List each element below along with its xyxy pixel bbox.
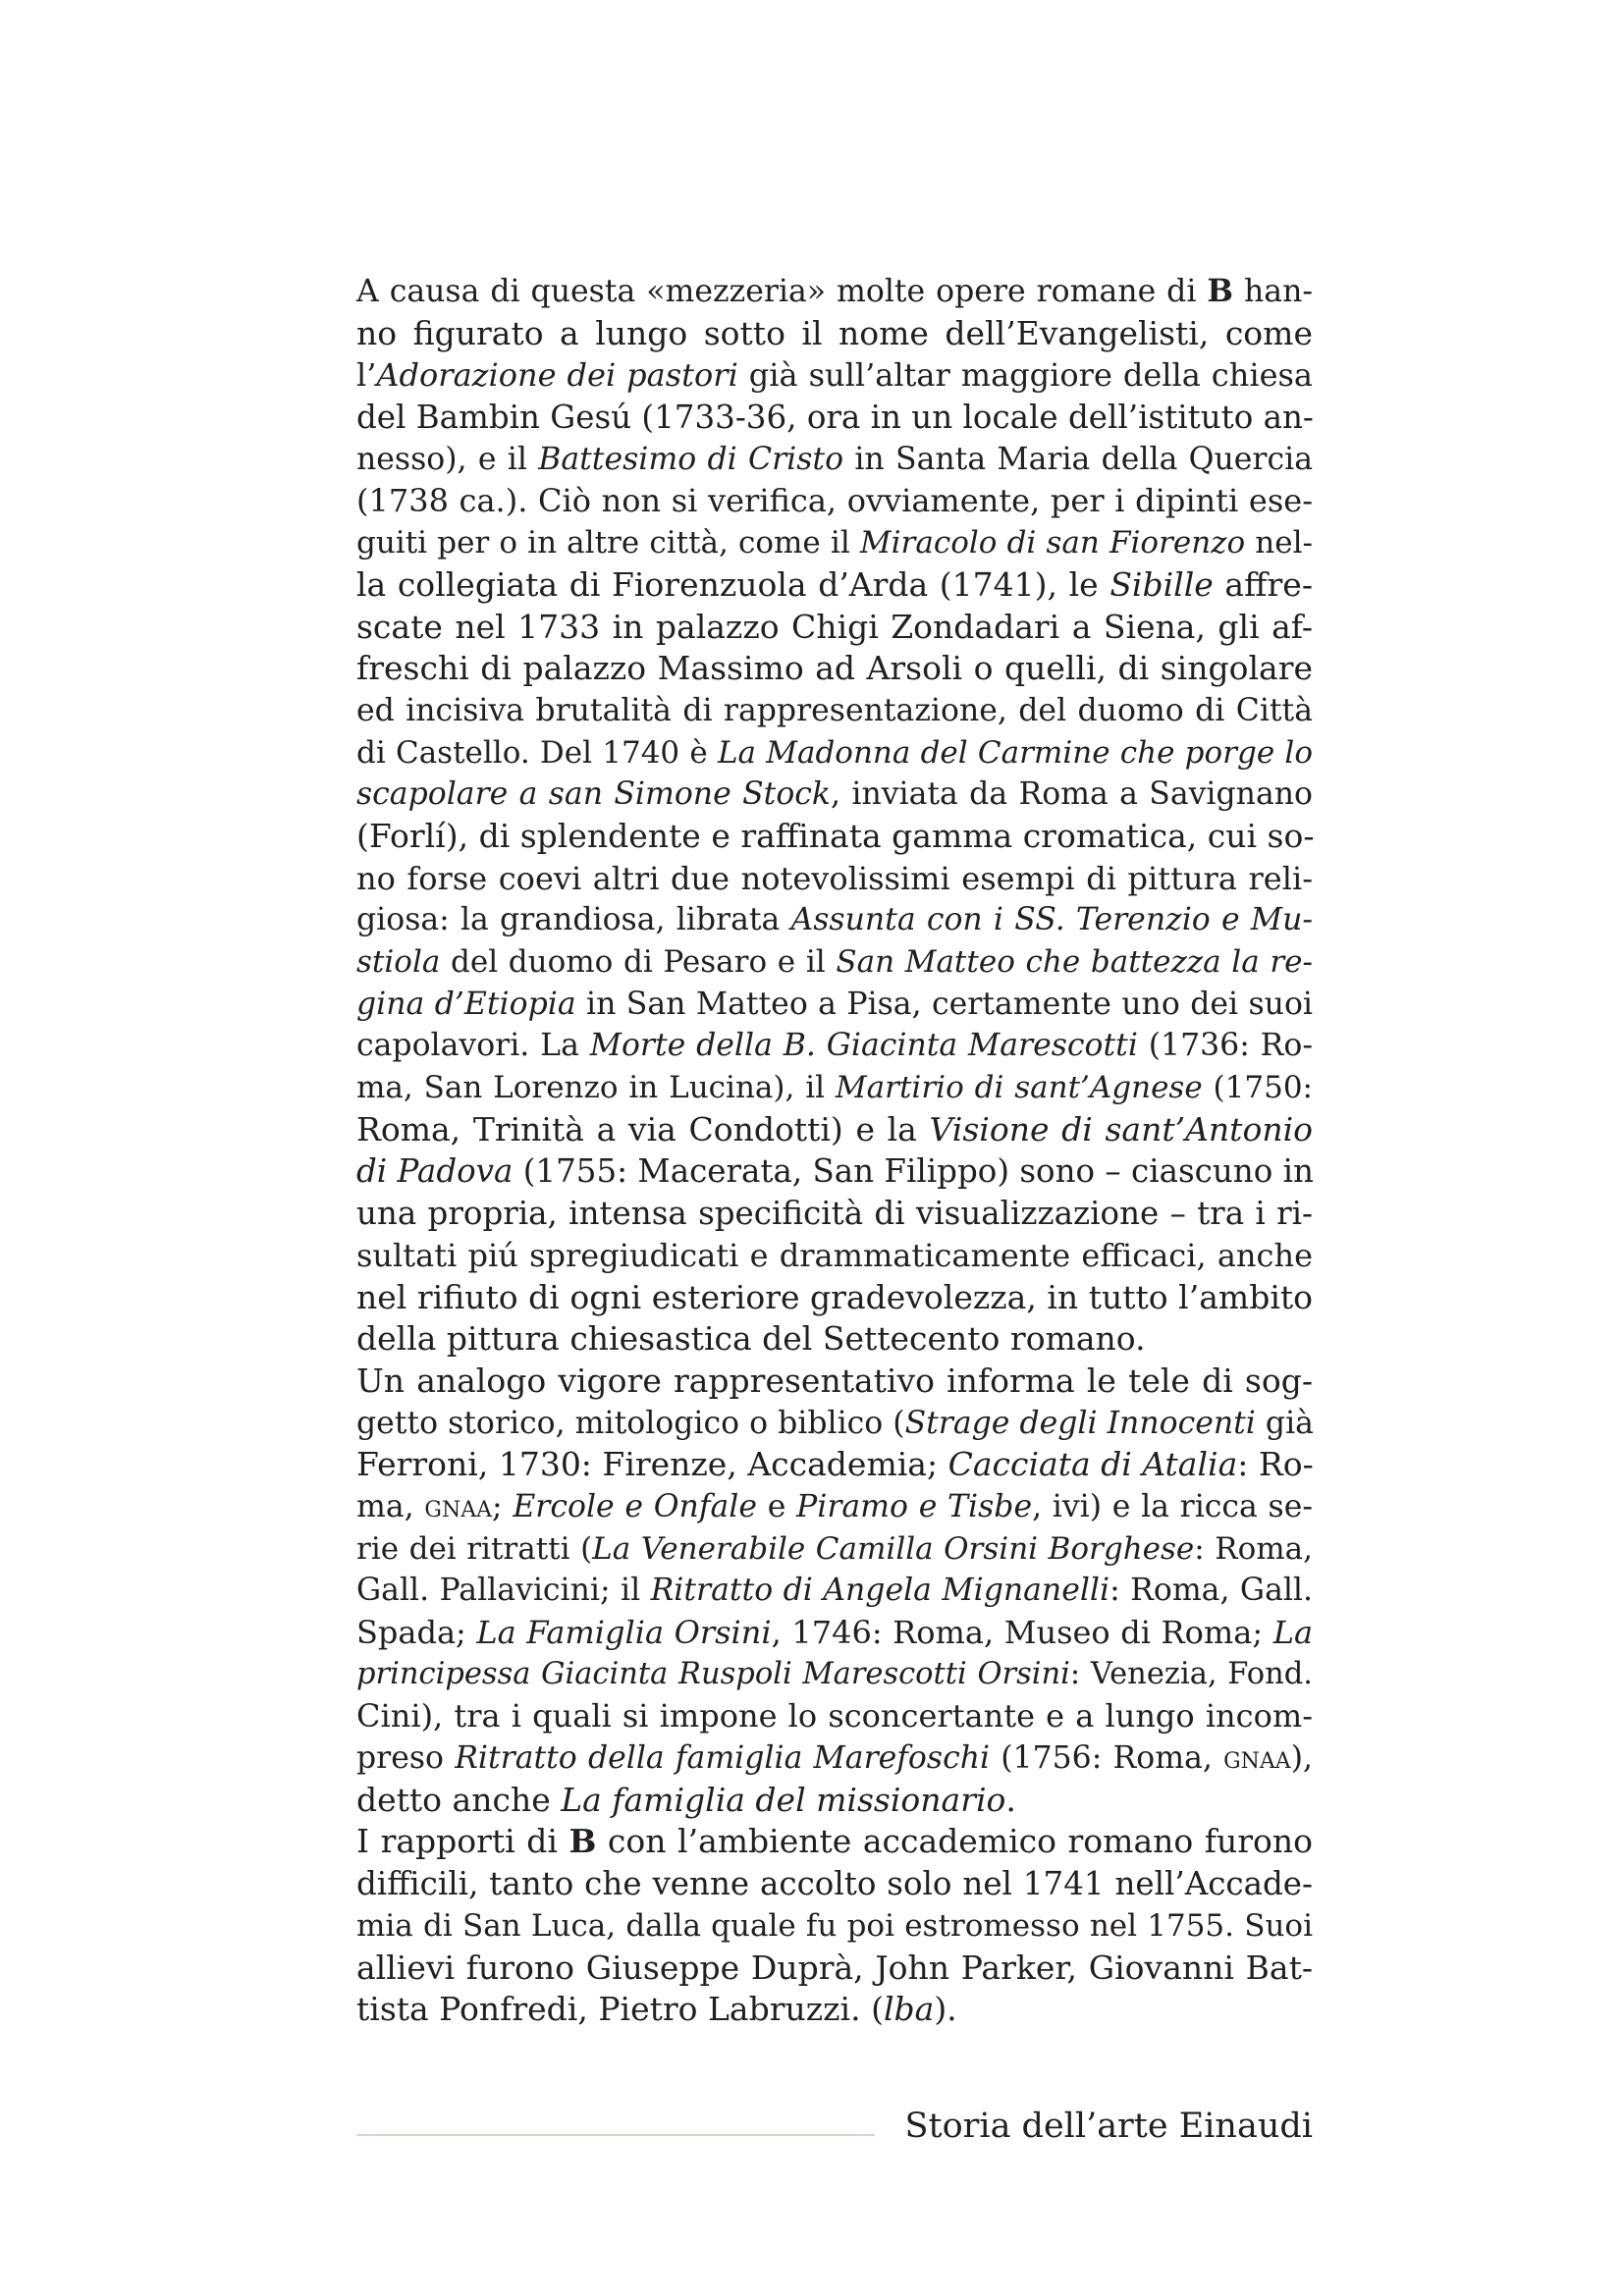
text-line: giosa: la grandiosa, librata Assunta con i SS. Terenzio e Mu-: [356, 902, 1313, 938]
text-line: rie dei ritratti (La Venerabile Camilla Orsini Borghese: Roma,: [356, 1530, 1313, 1567]
text-line: scate nel 1733 in palazzo Chigi Zondadari a Siena, gli af-: [356, 607, 1313, 646]
text-line: tista Ponfredi, Pietro Labruzzi. (lba).: [356, 1990, 957, 2029]
text-line: Gall. Pallavicini; il Ritratto di Angela Mignanelli: Roma, Gall.: [356, 1573, 1314, 1609]
artwork-title: Adorazione dei pastori: [376, 356, 738, 395]
text-line: freschi di palazzo Massimo ad Arsoli o quelli, di singolare: [356, 649, 1313, 688]
text-line: ma, San Lorenzo in Lucina), il Martirio di sant’Agnese (1750:: [356, 1070, 1313, 1106]
text-line: scapolare a san Simone Stock, inviata da Roma a Savignano: [356, 776, 1313, 813]
artwork-title: La: [1272, 1614, 1314, 1651]
author-initials: lba: [883, 1990, 935, 2029]
text-line: di Padova (1755: Macerata, San Filippo) sono – ciascuno in: [356, 1152, 1314, 1191]
artwork-title: Ritratto di Angela Mignanelli: [650, 1573, 1110, 1609]
text-line: ed incisiva brutalità di rappresentazione, del duomo di Città: [356, 692, 1313, 728]
text-line: guiti per o in altre città, come il Miracolo di san Fiorenzo nel-: [356, 525, 1314, 561]
artwork-title: San Matteo che battezza la re-: [836, 944, 1314, 980]
artwork-title: di Padova: [356, 1152, 514, 1191]
text-line: difficili, tanto che venne accolto solo nel 1741 nell’Accade-: [356, 1865, 1313, 1903]
artwork-title: Assunta con i SS. Terenzio e Mu-: [790, 902, 1313, 938]
text-line: una propria, intensa specificità di visualizzazione – tra i ri-: [356, 1195, 1313, 1233]
artwork-title: Sibille: [1109, 564, 1214, 604]
text-line: del Bambin Gesú (1733-36, ora in un locale dell’istituto an-: [356, 399, 1314, 437]
text-line: stiola del duomo di Pesaro e il San Matteo che battezza la re-: [356, 944, 1314, 980]
text-line: mia di San Luca, dalla quale fu poi estromesso nel 1755. Suoi: [356, 1907, 1313, 1944]
artwork-title: Miracolo di san Fiorenzo: [859, 525, 1246, 561]
artwork-title: gina d’Etiopia: [356, 986, 576, 1022]
artwork-title: Martirio di sant’Agnese: [835, 1070, 1203, 1106]
footer-rule: [356, 2134, 875, 2136]
text-line: (Forlí), di splendente e raffinata gamma cromatica, cui so-: [356, 816, 1315, 855]
text-line: gina d’Etiopia in San Matteo a Pisa, certamente uno dei suoi: [356, 986, 1313, 1022]
text-line: I rapporti di B con l’ambiente accademico romano furono: [356, 1822, 1314, 1861]
text-line: nel rifiuto di ogni esteriore gradevolezza, in tutto l’ambito: [356, 1277, 1313, 1316]
artwork-title: Visione di sant’Antonio: [929, 1109, 1313, 1148]
text-line: principessa Giacinta Ruspoli Marescotti Orsini: Venezia, Fond.: [356, 1656, 1314, 1691]
museum-abbreviation: gnaa: [424, 1488, 492, 1524]
text-line: no figurato a lungo sotto il nome dell’Evangelisti, come: [356, 313, 1313, 352]
text-line: Roma, Trinità a via Condotti) e la Visione di sant’Antonio: [356, 1109, 1313, 1148]
text-line: Spada; La Famiglia Orsini, 1746: Roma, Museo di Roma; La: [356, 1614, 1314, 1651]
text-line: A causa di questa «mezzeria» molte opere romane di B han-: [356, 273, 1314, 309]
artwork-title: La famiglia del missionario: [561, 1780, 1006, 1819]
text-line: Un analogo vigore rappresentativo informa le tele di sog-: [356, 1361, 1313, 1400]
paragraph-3: [356, 1821, 1313, 2030]
artwork-title: Strage degli Innocenti: [904, 1405, 1256, 1441]
artwork-title: Ritratto della famiglia Marefoschi: [455, 1740, 991, 1777]
text-line: sultati piú spregiudicati e drammaticamente efficaci, anche: [356, 1236, 1313, 1274]
text-line: l’Adorazione dei pastori già sull’altar maggiore della chiesa: [356, 356, 1314, 395]
text-line: getto storico, mitologico o biblico (Strage degli Innocenti già: [356, 1405, 1314, 1441]
artwork-title: La Famiglia Orsini: [476, 1614, 772, 1651]
artwork-title: La Madonna del Carmine che porge lo: [717, 734, 1313, 771]
text-line: nesso), e il Battesimo di Cristo in Santa Maria della Quercia: [356, 441, 1313, 477]
artwork-title: Cacciata di Atalia: [947, 1445, 1238, 1484]
text-line: no forse coevi altri due notevolissimi esempi di pittura reli-: [356, 859, 1313, 897]
paragraph-2: [356, 1361, 1313, 1822]
artwork-title: Ercole e Onfale: [513, 1488, 757, 1524]
artwork-title: Battesimo di Cristo: [538, 441, 844, 477]
artist-initial: B: [568, 1822, 597, 1861]
artwork-title: La Venerabile Camilla Orsini Borghese: [592, 1530, 1195, 1567]
artwork-title: scapolare a san Simone Stock: [356, 776, 832, 813]
artwork-title: Piramo e Tisbe: [796, 1488, 1033, 1524]
text-line: preso Ritratto della famiglia Marefoschi (1756: Roma, gnaa),: [356, 1740, 1313, 1777]
footer-title: Storia dell’arte Einaudi: [904, 2107, 1313, 2146]
museum-abbreviation: gnaa: [1223, 1740, 1291, 1777]
text-line: la collegiata di Fiorenzuola d’Arda (1741), le Sibille affre-: [356, 564, 1313, 604]
text-line: ma, gnaa; Ercole e Onfale e Piramo e Tisbe, ivi) e la ricca se-: [356, 1488, 1313, 1524]
artwork-title: stiola: [356, 944, 441, 980]
text-line: detto anche La famiglia del missionario.: [356, 1780, 1016, 1819]
text-line: capolavori. La Morte della B. Giacinta Marescotti (1736: Ro-: [356, 1028, 1313, 1064]
text-line: Ferroni, 1730: Firenze, Accademia; Cacciata di Atalia: Ro-: [356, 1445, 1314, 1484]
text-line: allievi furono Giuseppe Duprà, John Parker, Giovanni Bat-: [356, 1948, 1313, 1987]
paragraph-1: [356, 271, 1313, 1361]
body-text: [356, 271, 1313, 2031]
artwork-title: Morte della B. Giacinta Marescotti: [589, 1028, 1138, 1064]
text-line: della pittura chiesastica del Settecento romano.: [356, 1319, 1146, 1359]
text-line: di Castello. Del 1740 è La Madonna del Carmine che porge lo: [356, 734, 1313, 771]
text-line: Cini), tra i quali si impone lo sconcertante e a lungo incom-: [356, 1697, 1313, 1735]
artwork-title: principessa Giacinta Ruspoli Marescotti Orsini: [356, 1656, 1070, 1691]
artist-initial: B: [1207, 273, 1234, 309]
text-line: (1738 ca.). Ciò non si verifica, ovviamente, per i dipinti ese-: [356, 482, 1313, 520]
